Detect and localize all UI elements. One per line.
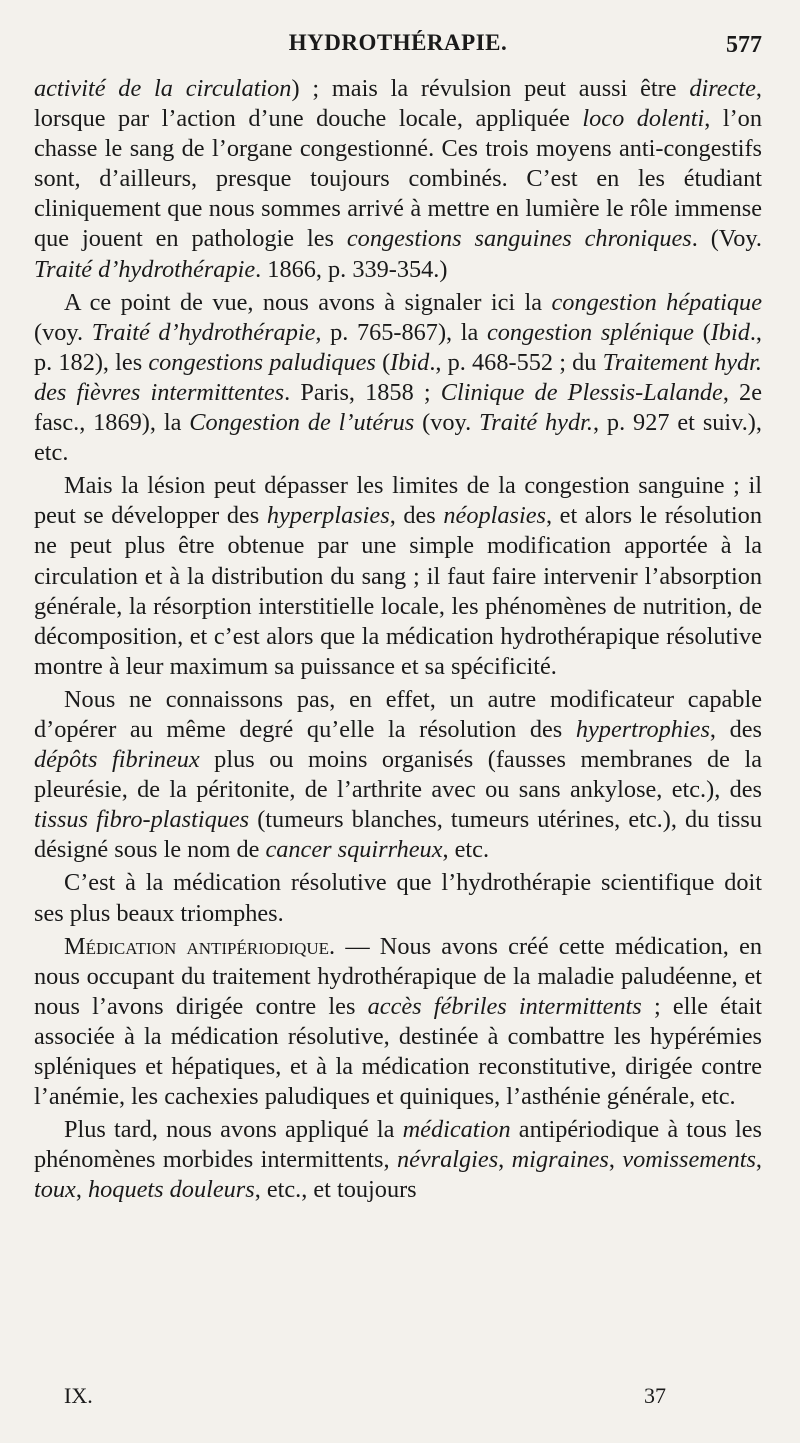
text-run: , [498,1146,512,1174]
text-run: Plus tard, nous avons appliqué la [64,1116,403,1144]
text-run: ; elle était associée à la médication résolutive, destinée à combattre les hypérémies spléniques et hépatiques, et à la médication reconstitutive, dirigée contre l’anémie, les cachexies paludiques et quiniques, l’asthénie générale, etc. [34,992,763,1111]
italic-text: tissus fibro-plastiques [34,806,250,834]
text-run: , [608,1146,623,1174]
text-run: — Nous avons créé cette médication, en nous occupant du traitement hydrothérapique de la maladie paludéenne, et nous l’avons dirigée contre les [34,932,762,1020]
italic-text: Ibid [710,318,750,346]
signature-mark: IX. [64,1383,93,1408]
italic-text: Traitement hydr. des fièvres intermittentes [34,348,762,406]
page-header [34,30,762,64]
italic-text: congestion splénique [486,318,694,346]
text-run: , etc., et toujours [254,1176,417,1204]
text-run: ) ; mais la révulsion peut aussi être [291,75,690,102]
text-run: (voy. [34,318,92,346]
text-run: ., p. 468-552 ; du [429,348,603,376]
italic-text: hyperplasies [266,502,390,530]
italic-text: congestion hépatique [551,288,762,316]
paragraph [34,685,762,866]
italic-text: néoplasies [443,502,546,530]
text-run: ( [693,318,711,346]
italic-text: Congestion de l’utérus [189,409,415,437]
paragraph [34,471,762,682]
italic-text: congestions sanguines chroniques [346,225,692,253]
body-text [34,74,762,1205]
italic-text: hoquets douleurs [88,1176,255,1204]
page-number: 577 [726,32,762,58]
italic-text: accès fébriles intermittents [367,992,642,1020]
paragraph [34,868,762,928]
paragraph [34,1115,762,1205]
paragraph [34,74,762,285]
section-heading: Médication antipériodique. [64,932,336,960]
text-run: ., p. 182), les [34,318,762,376]
italic-text: Traité d’hydrothérapie [91,318,316,346]
italic-text: loco dolenti [582,105,705,133]
text-run: , l’on chasse le sang de l’organe congestionné. Ces trois moyens anti-congestifs sont, d’ailleurs, presque toujours combinés. C’est en les étudiant cliniquement que nous sommes arrivé à mettre en lumière le rôle immense que jouent en pathologie les [34,105,762,253]
text-run: Mais la lésion peut dépasser les limites de la congestion sanguine ; il peut se développer des [34,472,762,530]
text-run: , et alors le résolution ne peut plus être obtenue par une simple modification apportée à la circulation et à la distribution du sang ; il faut faire intervenir l’absorption générale, la résorption interstitielle locale, les phénomènes de nutrition, de décomposition, et c’est alors que la médication hydrothérapique résolutive montre à leur maximum sa puissance et sa spécificité. [34,502,762,680]
italic-text: directe [689,75,756,102]
text-run: (voy. [414,409,480,437]
text-run: , des [389,502,444,530]
text-run: (tumeurs blanches, tumeurs utérines, etc.), du tissu désigné sous le nom de [34,806,762,864]
text-run: , [755,1146,762,1174]
text-run: . 1866, p. 339-354.) [255,255,448,283]
italic-text: congestions paludiques [148,348,376,376]
paragraph [34,288,762,469]
text-run: antipériodique à tous les phénomènes morbides intermittents, [34,1116,762,1174]
running-title: HYDROTHÉRAPIE. [288,30,508,55]
italic-text: toux [34,1176,76,1204]
text-run: , lorsque par l’action d’une douche locale, appliquée [34,75,762,133]
text-run: . (Voy. [691,225,762,253]
text-run: A ce point de vue, nous avons à signaler ici la [64,288,552,316]
text-run: ( [375,348,391,376]
italic-text: vomissements [622,1146,756,1174]
text-run: plus ou moins organisés (fausses membranes de la pleurésie, de la péritonite, de l’arthrite avec ou sans ankylose, etc.), des [34,746,762,804]
italic-text: Clinique de Plessis-Lalande [440,378,723,406]
italic-text: activité de la circulation [34,75,292,102]
italic-text: Traité hydr. [479,409,593,437]
italic-text: migraines [511,1146,609,1174]
italic-text: hypertrophies [575,715,710,743]
text-run: , p. 927 et suiv.), etc. [34,409,762,467]
text-run: C’est à la médication résolutive que l’hydrothérapie scientifique doit ses plus beaux triomphes. [34,869,762,927]
text-run: , p. 765-867), la [315,318,487,346]
italic-text: Traité d’hydrothérapie [34,255,256,283]
text-run: , [75,1176,88,1204]
paragraph [34,932,762,1113]
italic-text: dépôts fibrineux [34,746,200,774]
text-run: , des [709,715,762,743]
text-run: . Paris, 1858 ; [284,378,441,406]
text-run: , etc. [442,836,490,864]
page-footer [34,1383,762,1413]
italic-text: névralgies [396,1146,499,1174]
sheet-number: 37 [644,1383,666,1408]
italic-text: médication [402,1116,511,1144]
italic-text: Ibid [390,348,430,376]
italic-text: cancer squirrheux [265,836,443,864]
text-run: , 2e fasc., 1869), la [34,378,762,437]
text-run: Nous ne connaissons pas, en effet, un autre modificateur capable d’opérer au même degré qu’elle la résolution des [34,685,762,743]
